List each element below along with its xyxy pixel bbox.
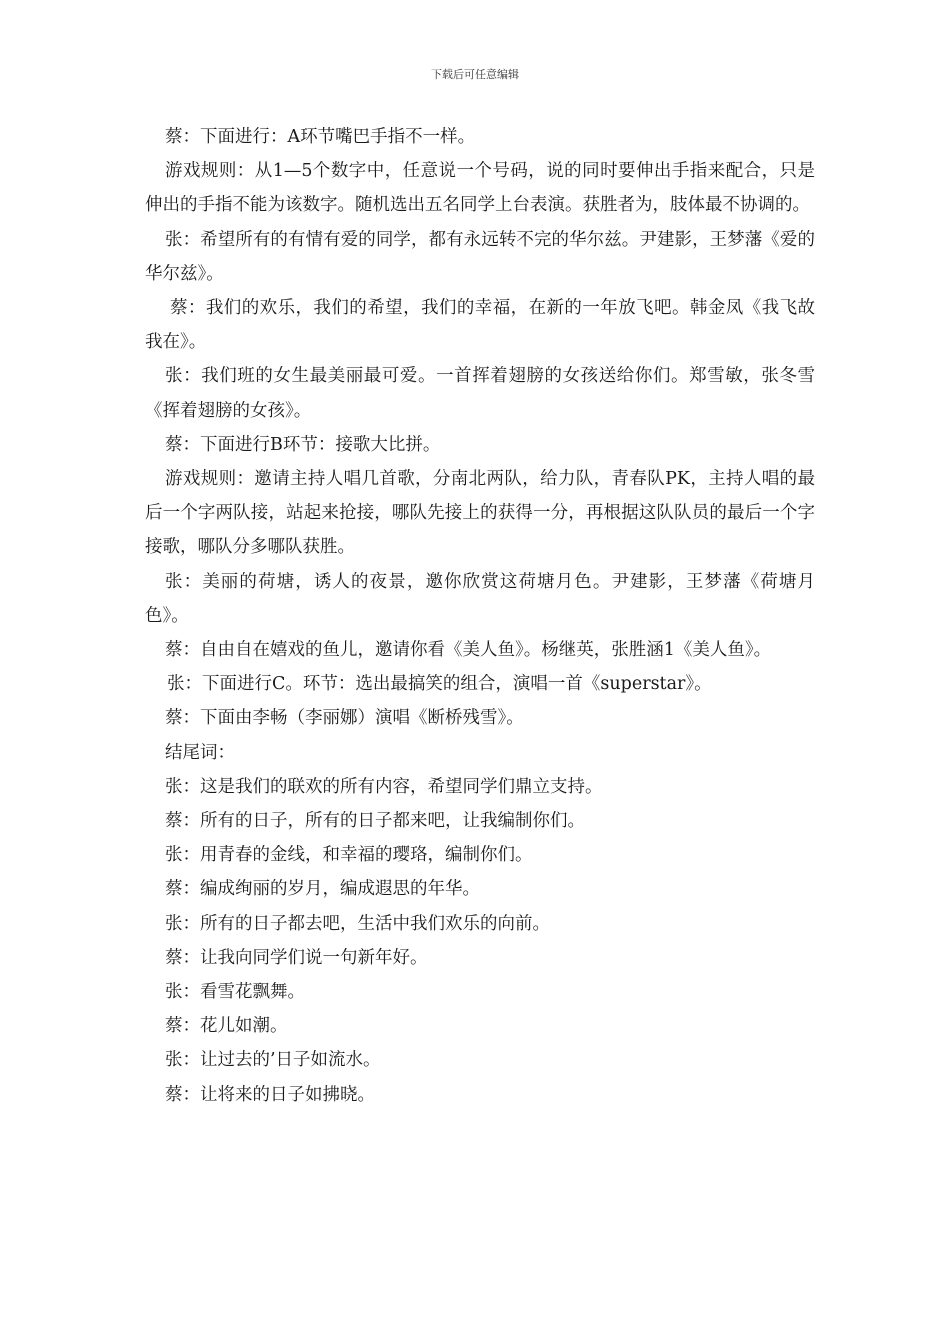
paragraph: 张：让过去的’日子如流水。 — [165, 1050, 381, 1071]
paragraph: 张：美丽的荷塘，诱人的夜景，邀你欣赏这荷塘月色。尹建影，王梦藩《荷塘月色》。 — [145, 571, 815, 626]
paragraph: 蔡：下面由李畅（李丽娜）演唱《断桥残雪》。 — [165, 708, 524, 729]
paragraph: 游戏规则：从1—5个数字中，任意说一个号码，说的同时要伸出手指来配合，只是伸出的手指不能为该数字。随机选出五名同学上台表演。获胜者为，肢体最不协调的。 — [145, 161, 815, 216]
paragraph: 张：看雪花飘舞。 — [165, 982, 305, 1003]
paragraph: 蔡：下面进行：A环节嘴巴手指不一样。 — [165, 127, 476, 147]
paragraph: 蔡：编成绚丽的岁月，编成遐思的年华。 — [165, 879, 480, 900]
paragraph: 张：希望所有的有情有爱的同学，都有永远转不完的华尔兹。尹建影，王梦藩《爱的华尔兹》。 — [145, 229, 815, 284]
document-body — [145, 120, 815, 1112]
paragraph: 蔡：花儿如潮。 — [165, 1016, 288, 1037]
paragraph: 蔡：让将来的日子如拂晓。 — [165, 1084, 375, 1105]
paragraph: 张：用青春的金线，和幸福的璎珞，编制你们。 — [165, 845, 533, 866]
paragraph: 蔡：我们的欢乐，我们的希望，我们的幸福，在新的一年放飞吧。韩金凤《我飞故我在》。 — [145, 298, 815, 353]
page-header: 下载后可任意编辑 — [431, 68, 519, 81]
paragraph: 蔡：所有的日子，所有的日子都来吧，让我编制你们。 — [165, 811, 585, 832]
paragraph: 结尾词： — [165, 742, 235, 763]
paragraph: 张：我们班的女生最美丽最可爱。一首挥着翅膀的女孩送给你们。郑雪敏，张冬雪《挥着翅膀的女孩》。 — [145, 366, 815, 421]
paragraph: 张：这是我们的联欢的所有内容，希望同学们鼎立支持。 — [165, 776, 603, 797]
paragraph: 蔡：下面进行B环节：接歌大比拼。 — [165, 434, 441, 455]
paragraph: 张：下面进行C。环节：选出最搞笑的组合，演唱一首《superstar》。 — [167, 674, 712, 695]
paragraph: 蔡：让我向同学们说一句新年好。 — [165, 947, 428, 968]
paragraph: 张：所有的日子都去吧，生活中我们欢乐的向前。 — [165, 913, 550, 934]
paragraph: 蔡：自由自在嬉戏的鱼儿，邀请你看《美人鱼》。杨继英，张胜涵1《美人鱼》。 — [165, 640, 772, 661]
paragraph: 游戏规则：邀请主持人唱几首歌，分南北两队，给力队，青春队PK，主持人唱的最后一个字两队接，站起来抢接，哪队先接上的获得一分，再根据这队队员的最后一个字接歌，哪队分多哪队获胜。 — [145, 469, 815, 558]
